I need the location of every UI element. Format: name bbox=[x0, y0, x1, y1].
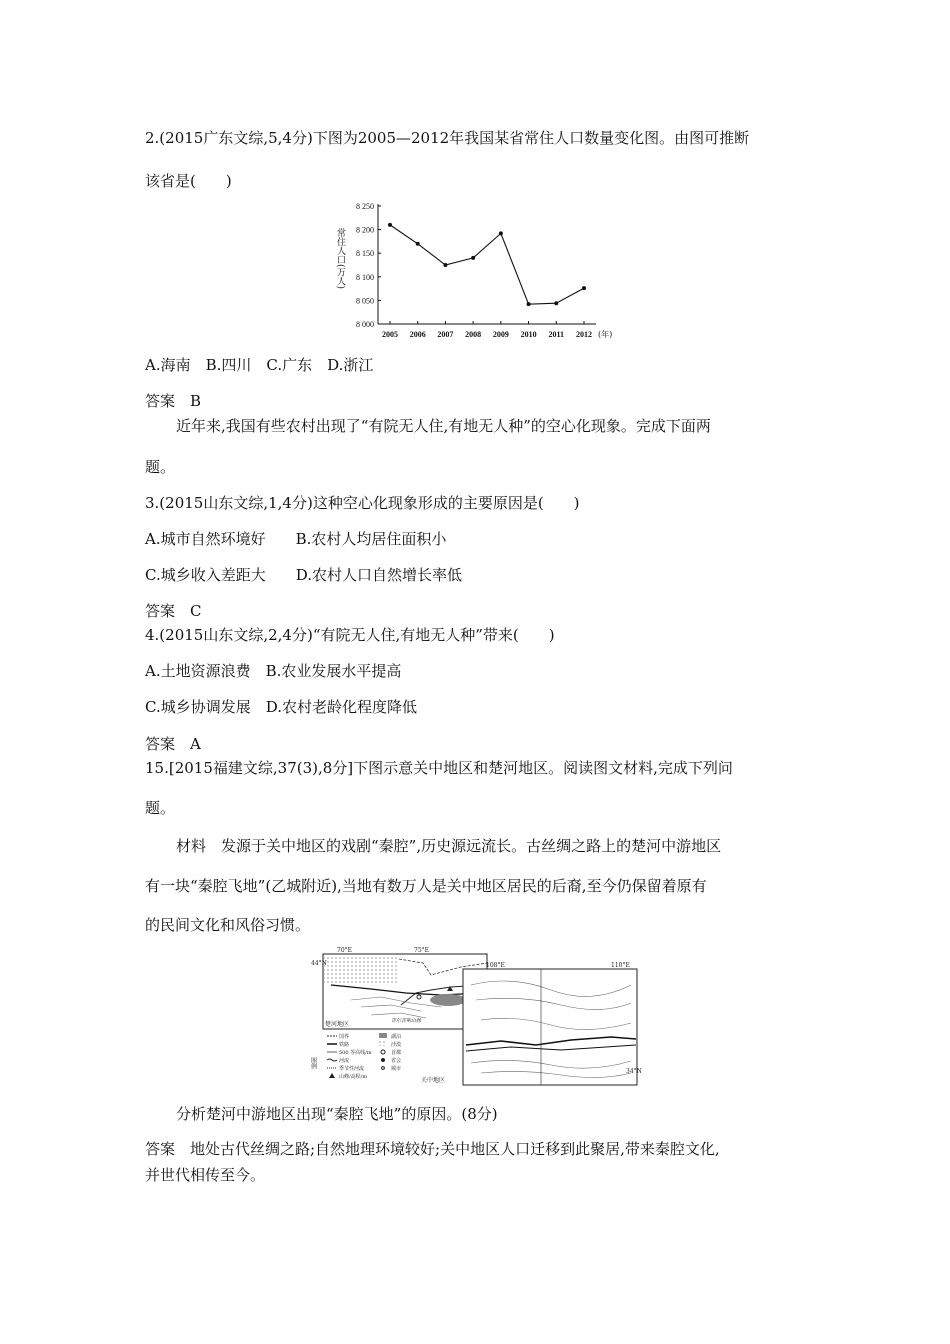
x-tick-label: 2006 bbox=[409, 330, 426, 339]
intro-line1: 近年来,我国有些农村出现了“有院无人住,有地无人种”的空心化现象。完成下面两 bbox=[176, 417, 711, 435]
label-108e: 108°E bbox=[486, 962, 505, 969]
q4-answer: 答案 A bbox=[145, 735, 201, 753]
legend-peak: 山峰/高程/m bbox=[339, 1074, 368, 1080]
label-75e: 75°E bbox=[414, 947, 430, 954]
legend-city: 城市 bbox=[391, 1066, 402, 1072]
lake bbox=[430, 994, 466, 1006]
q4-stem: 4.(2015山东文综,2,4分)“有院无人住,有地无人种”带来( ) bbox=[145, 626, 555, 644]
x-tick-label: 2008 bbox=[465, 330, 482, 339]
q2-options: A.海南 B.四川 C.广东 D.浙江 bbox=[145, 356, 374, 374]
x-tick-label: 2007 bbox=[437, 330, 454, 339]
q15-answer-line1: 答案 地处古代丝绸之路;自然地理环境较好;关中地区人口迁移到此聚居,带来秦腔文化, bbox=[145, 1140, 720, 1158]
y-tick-label: 8 150 bbox=[356, 249, 374, 259]
legend-frame bbox=[323, 1031, 419, 1081]
legend-seasonal-river: 季节性河流 bbox=[339, 1066, 365, 1072]
label-110e: 110°E bbox=[611, 962, 630, 969]
q15-material-line3: 的民间文化和风俗习惯。 bbox=[145, 916, 311, 934]
legend-river: 河流 bbox=[339, 1058, 350, 1064]
y-tick-label: 8 000 bbox=[356, 320, 374, 329]
data-point bbox=[582, 286, 586, 290]
x-tick-label: 2010 bbox=[520, 330, 537, 339]
label-70e: 70°E bbox=[337, 947, 353, 954]
data-point bbox=[554, 301, 558, 305]
label-chuhe: 楚河地区 bbox=[325, 1021, 350, 1028]
x-tick-label: 2009 bbox=[492, 330, 509, 339]
y-tick-label: 8 200 bbox=[356, 225, 374, 235]
data-point bbox=[443, 263, 447, 267]
legend-border: 国界 bbox=[339, 1034, 350, 1040]
series-line bbox=[390, 225, 584, 304]
legend-capital: 首都 bbox=[391, 1050, 402, 1056]
legend-contour: 500 等高线/m bbox=[339, 1050, 372, 1056]
label-guanzhong: 关中地区 bbox=[421, 1077, 446, 1084]
q15-stem-line2: 题。 bbox=[145, 799, 176, 817]
q15-material-line1: 材料 发源于关中地区的戏剧“秦腔”,历史源远流长。古丝绸之路上的楚河中游地区 bbox=[176, 837, 722, 855]
q15-stem-line1: 15.[2015福建文综,37(3),8分]下图示意关中地区和楚河地区。阅读图文材料,完成下列问 bbox=[145, 759, 733, 777]
y-tick-label: 8 100 bbox=[356, 272, 374, 282]
data-point bbox=[527, 302, 531, 306]
q4-options-row1: A.土地资源浪费 B.农业发展水平提高 bbox=[145, 662, 402, 680]
guanzhong-chuhe-map bbox=[311, 945, 641, 1090]
y-tick-label: 8 050 bbox=[356, 296, 374, 306]
data-point bbox=[471, 256, 475, 260]
q2-answer: 答案 B bbox=[145, 392, 202, 410]
q2-stem-line2: 该省是( ) bbox=[145, 172, 232, 190]
y-axis-label: 常住人口(万人) bbox=[335, 228, 345, 290]
label-34n: 34°N bbox=[626, 1068, 642, 1075]
x-tick-label: 2005 bbox=[382, 330, 398, 339]
intro-line2: 题。 bbox=[145, 458, 176, 476]
x-axis-unit: (年) bbox=[598, 330, 613, 339]
x-tick-label: 2011 bbox=[548, 330, 565, 339]
label-mountains: 吉尔吉斯山脉 bbox=[391, 1018, 422, 1024]
legend-title: 图例 bbox=[309, 1057, 317, 1069]
q15-material-line2: 有一块“秦腔飞地”(乙城附近),当地有数万人是关中地区居民的后裔,至今仍保留着原有 bbox=[145, 877, 707, 895]
desert-area bbox=[324, 955, 399, 983]
y-tick-label: 8 250 bbox=[356, 202, 374, 211]
guanzhong-map-frame bbox=[463, 969, 637, 1085]
q3-options-row1: A.城市自然环境好 B.农村人均居住面积小 bbox=[145, 530, 447, 548]
data-point bbox=[416, 242, 420, 246]
legend-provincial-capital: 省会 bbox=[391, 1058, 402, 1064]
q3-answer: 答案 C bbox=[145, 602, 202, 620]
capital-icon bbox=[417, 995, 421, 999]
q2-stem-line1: 2.(2015广东文综,5,4分)下图为2005—2012年我国某省常住人口数量变化图。由图可推断 bbox=[145, 129, 750, 147]
legend-lake: 湖泊 bbox=[391, 1034, 402, 1040]
data-point bbox=[499, 231, 503, 235]
label-44n: 44°N bbox=[311, 960, 327, 967]
legend-desert: 沙漠 bbox=[391, 1042, 402, 1048]
data-point bbox=[388, 223, 392, 227]
x-tick-label: 2012 bbox=[576, 330, 592, 339]
q4-options-row2: C.城乡协调发展 D.农村老龄化程度降低 bbox=[145, 698, 417, 716]
q15-answer-line2: 并世代相传至今。 bbox=[145, 1166, 266, 1184]
population-line-chart bbox=[330, 198, 630, 348]
q3-options-row2: C.城乡收入差距大 D.农村人口自然增长率低 bbox=[145, 566, 462, 584]
q15-question: 分析楚河中游地区出现“秦腔飞地”的原因。(8分) bbox=[176, 1105, 498, 1123]
q3-stem: 3.(2015山东文综,1,4分)这种空心化现象形成的主要原因是( ) bbox=[145, 494, 580, 512]
legend-railway: 铁路 bbox=[339, 1042, 350, 1048]
